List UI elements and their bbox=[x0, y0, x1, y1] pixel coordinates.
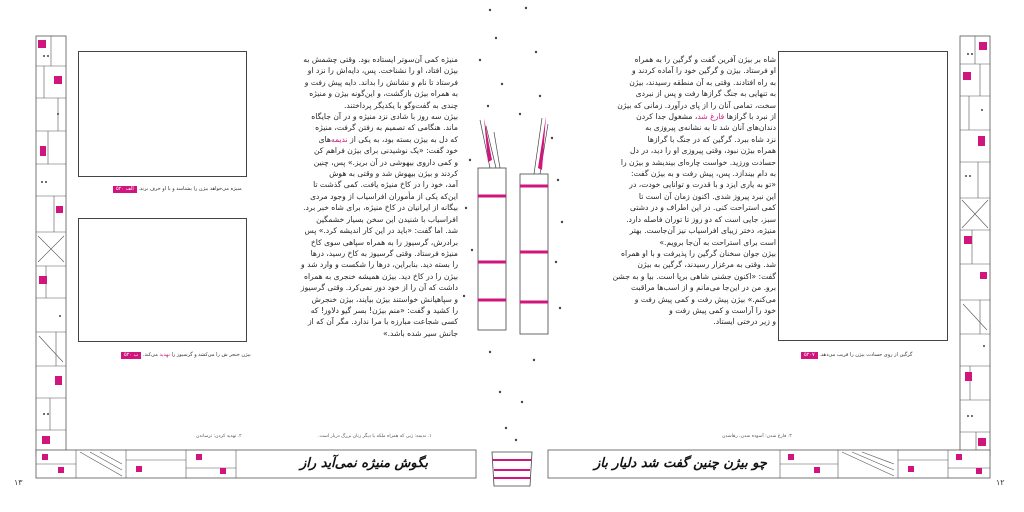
right-body-line: شد. وقتی به مرغزار رسیدند، گرگین به بیژن bbox=[637, 260, 776, 270]
right-body-line: دندان‌های آنان شد تا به نشانه‌ی پیروزی به bbox=[645, 123, 776, 133]
left-body-line: چندی به گفت‌وگو با یکدیگر پرداختند. bbox=[344, 100, 458, 110]
left-body-line: را بسته دید. بنابراین، درها را شکست و وارد شد و bbox=[301, 260, 458, 270]
right-body-line: سخت، تمامی آنان را از پای درآورد. زمانی که بیژن bbox=[617, 100, 776, 110]
left-body-text bbox=[262, 54, 458, 339]
left-calligraphy-verse: بگوش منیژه نمی‌آید راز bbox=[300, 456, 428, 471]
left-decorative-border bbox=[36, 36, 66, 456]
left-body-line: خود گفت: «یک نوشیدنی برای بیژن فراهم کن bbox=[314, 146, 458, 156]
right-caption-number: ۵۲۰۷ bbox=[801, 352, 818, 359]
right-body-line: و زیر درختی ایستاد. bbox=[713, 317, 776, 327]
highlighted-term: فارغ شد bbox=[697, 112, 725, 122]
left-body-line: منیژه کمی آن‌سوتر ایستاده بود. وقتی چشمش به bbox=[303, 55, 458, 64]
caption-top: منیژه می‌خواهد بیژن را بشناسد و با او حرف بزند. الف ۵۲۰ bbox=[110, 186, 242, 193]
right-body-line: منیژه، دختر زیبای افراسیاب نیز آن‌جاست. بهتر bbox=[629, 226, 776, 236]
right-body-line: برو. من در این‌جا می‌مانم و از اسب‌ها مراقبت bbox=[631, 283, 776, 293]
right-body-line: خود را آراست و کمی پیش رفت و bbox=[669, 305, 776, 315]
left-body-line: آمد، خود را در کاخ منیژه یافت. کمی گذشت تا bbox=[313, 180, 458, 190]
left-body-line: بیژن سه روز با شادی نزد منیژه و در آن جایگاه bbox=[311, 112, 458, 122]
right-body-line: به دام بیندازد. پس، پیش رفت و به بیژن گفت: bbox=[631, 169, 776, 179]
left-footnote-inner: ۱. ندیمه: زنی که همراه ملکه یا دیگر زنان بزرگ دربار است. bbox=[318, 434, 432, 439]
right-body-line: «تو به یاری ایزد و با قدرت و توانایی خودت، در bbox=[629, 180, 776, 190]
left-body-line: جانش سیر شده باشد.» bbox=[382, 328, 458, 338]
right-body-line: همراه بیژن نبود، وقتی پیروزی او را دید، در دل bbox=[630, 146, 776, 156]
left-body-line: و سپاهیانش خواستند بیژن بیایند، بیژن خنجرش bbox=[311, 294, 458, 304]
right-body-line: نزد شاه ببرد. گرگین که در جنگ با گرازها bbox=[647, 134, 776, 144]
left-body-line: بیگانه از ایرانیان در کاخ منیژه، برای شاه خبر برد. bbox=[303, 203, 458, 213]
right-body-text bbox=[578, 54, 776, 328]
right-calligraphy-verse: چو بیژن چنین گفت شد دلیار باز bbox=[594, 456, 767, 471]
left-body-line: ماند. هنگامی که تصمیم به رفتن گرفت، منیژه bbox=[315, 123, 458, 133]
left-body-line: را کشید و گفت: «منم بیژن! بسر گیو دلاور! که bbox=[310, 305, 458, 315]
left-body-line: افراسیاب با شنیدن این سخن بسیار خشمگین bbox=[316, 214, 458, 224]
left-body-line: به همراه بیژن بازگشت، و این‌گونه بیژن و منیژه bbox=[309, 89, 458, 99]
right-body-line: کمی استراحت کنی. در این اطراف و در دشتی bbox=[630, 203, 776, 213]
illustration-frame-bottom bbox=[78, 218, 247, 342]
right-body-line: گفت: «اکنون جشنی شاهی برپا است. بیا و به جشن bbox=[612, 271, 776, 281]
caption-top-number: الف ۵۲۰ bbox=[113, 186, 137, 193]
right-body-line: سبز، جایی است که دو روز تا توران فاصله دارد. bbox=[626, 214, 776, 224]
left-page-number: ۱۳ bbox=[14, 478, 23, 487]
left-body-line: بیژن را در کاخ دید. بیژن همیشه خنجری به همراه bbox=[303, 271, 458, 281]
highlighted-term: ندیمه bbox=[330, 134, 348, 144]
right-page bbox=[512, 0, 1024, 512]
right-body-line: بیژن جوان سخنان گرگین را پذیرفت و با او همراه bbox=[621, 248, 776, 258]
right-caption: گرگین از روی حسادت بیژن را فریب می‌دهد. ۵۲۰۷ bbox=[798, 352, 912, 359]
right-body-line: می‌کنم.» بیژن پیش رفت و کمی پیش رفت و bbox=[634, 294, 776, 304]
left-body-line: کردند و بیژن بیهوش شد و وقتی به هوش bbox=[329, 169, 458, 179]
right-body-line: او فرستاد. بیژن و گرگین خود را آماده کردند و bbox=[632, 66, 776, 76]
illustration-frame-right bbox=[778, 51, 948, 341]
right-footnote: ۳. فارغ شدن: آسوده شدن، رهاشدن bbox=[722, 434, 792, 439]
right-body-line: به تنهایی به جنگ گرازها رفت و پس از نبردی bbox=[635, 89, 776, 99]
left-body-line: برادرش، گرسیوز را به همراه سپاهی سوی کاخ bbox=[310, 237, 458, 247]
caption-bottom: بیژن خنجر ش را می‌کشد و گرسیوز را تهدید می‌کند. ب ۵۲۰ bbox=[118, 352, 251, 359]
right-body-line: حسادت ورزید. خواست چاره‌ای بیندیشد و بیژن را bbox=[620, 157, 776, 167]
left-body-line: فرستاد تا نام و نشانش را بداند. دایه پیش رفت و bbox=[304, 77, 458, 87]
illustration-frame-top bbox=[78, 51, 247, 177]
left-body-line: شد. اما گفت: «باید در این کار اندیشه کرد.» پس bbox=[304, 226, 458, 236]
left-body-line: داشت که آن را از خود دور نمی‌کرد. وقتی گرسیوز bbox=[300, 283, 458, 293]
right-body-line: است برای استراحت به آن‌جا برویم.» bbox=[659, 237, 776, 247]
left-body-line: این‌که یکی از مأموران افراسیاب از وجود مردی bbox=[310, 191, 458, 201]
right-body-line: به راه افتادند. وقتی به آن منطقه رسیدند، بیژن bbox=[629, 77, 776, 87]
left-body-line: بیژن افتاد، او را نشناخت. پس، دایه‌اش را نزد او bbox=[307, 66, 458, 76]
right-body-line: شاه بر بیژن آفرین گفت و گرگین را به همراه bbox=[634, 55, 776, 64]
left-footnote-outer: ۲. تهدید کردن: ترساندن bbox=[196, 434, 242, 439]
right-page-number: ۱۲ bbox=[996, 478, 1005, 487]
left-body-line: و کمی داروی بیهوشی در آن بریز.» پس، چنین bbox=[313, 157, 458, 167]
right-body-line: این نبرد پیروز شدی. اکنون زمان آن است تا bbox=[638, 191, 776, 201]
right-body-line: از نبرد با گرازها فارغ شد، مشغول جدا کردن bbox=[636, 112, 776, 122]
left-body-line: که دل به بیژن بسته بود، به یکی از ندیمه‌های bbox=[318, 134, 458, 144]
left-body-line: کسی شجاعت مبارزه با مرا ندارد. مگر آن که از bbox=[307, 317, 458, 327]
right-decorative-border bbox=[960, 36, 990, 456]
left-body-line: منیژه فرستاد. وقتی گرسیوز به کاخ رسید، درها bbox=[310, 248, 458, 258]
caption-bottom-number: ب ۵۲۰ bbox=[121, 352, 141, 359]
